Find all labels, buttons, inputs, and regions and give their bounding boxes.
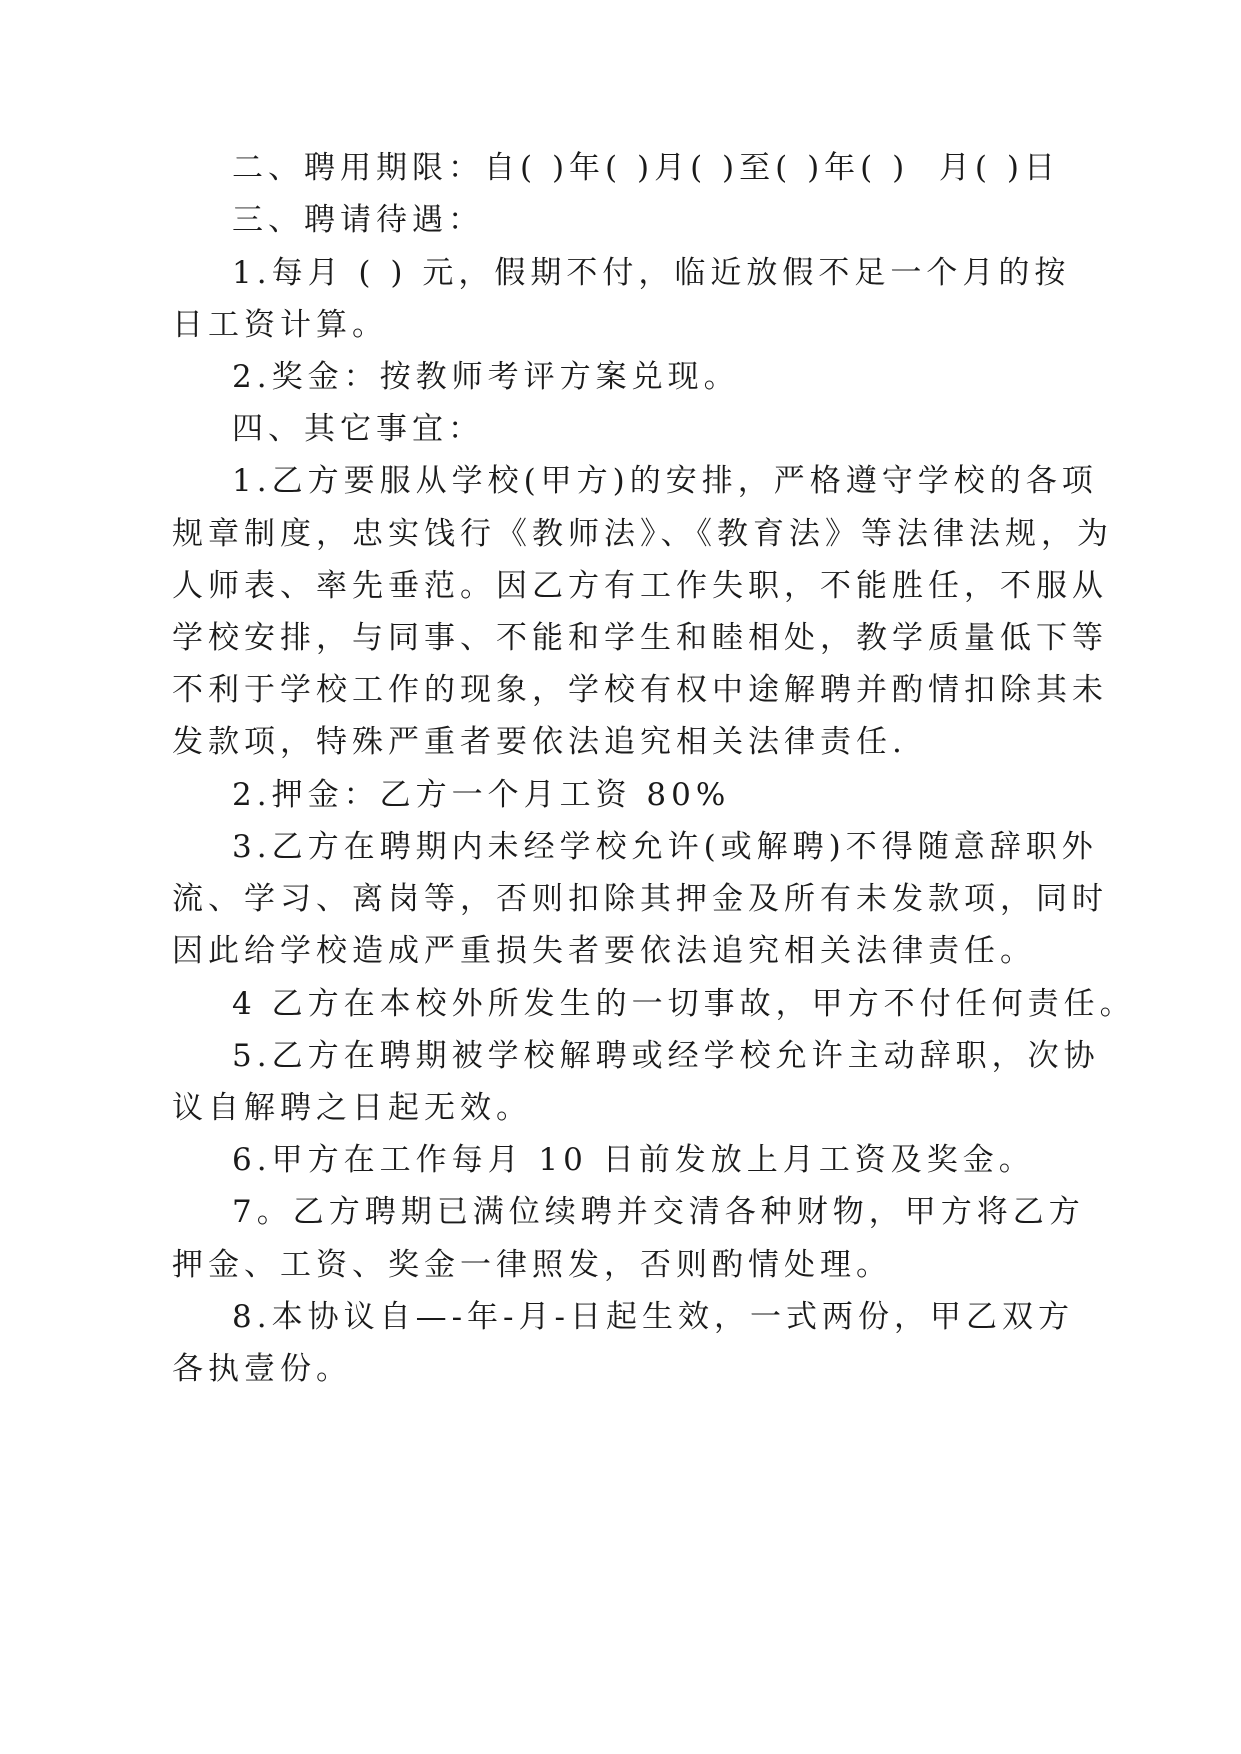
paragraph-line: 学校安排，与同事、不能和学生和睦相处，教学质量低下等 [172, 620, 1108, 656]
paragraph-line: 流、学习、离岗等，否则扣除其押金及所有未发款项，同时 [172, 881, 1108, 917]
paragraph-line: 发款项，特殊严重者要依法追究相关法律责任. [172, 724, 907, 760]
paragraph-line: 8.本协议自—-年-月-日起生效，一式两份，甲乙双方 [232, 1299, 1074, 1335]
paragraph-line: 议自解聘之日起无效。 [172, 1090, 532, 1126]
paragraph-line: 1.每月 ( ) 元，假期不付，临近放假不足一个月的按 [232, 255, 1071, 291]
paragraph-line: 5.乙方在聘期被学校解聘或经学校允许主动辞职，次协 [232, 1038, 1100, 1074]
paragraph-line: 6.甲方在工作每月 10 日前发放上月工资及奖金。 [232, 1142, 1035, 1178]
paragraph-line: 人师表、率先垂范。因乙方有工作失职，不能胜任，不服从 [172, 568, 1108, 604]
paragraph-line: 押金、工资、奖金一律照发，否则酌情处理。 [172, 1247, 892, 1283]
paragraph-line: 规章制度，忠实饯行《教师法》、《教育法》等法律法规，为 [172, 516, 1113, 552]
paragraph-line: 4 乙方在本校外所发生的一切事故，甲方不付任何责任。 [232, 986, 1136, 1022]
paragraph-line: 因此给学校造成严重损失者要依法追究相关法律责任。 [172, 933, 1036, 969]
paragraph-line: 7。乙方聘期已满位续聘并交清各种财物，甲方将乙方 [232, 1194, 1085, 1230]
section-heading-other: 四、其它事宜： [232, 411, 484, 447]
paragraph-line: 3.乙方在聘期内未经学校允许(或解聘)不得随意辞职外 [232, 829, 1098, 865]
paragraph-line: 各执壹份。 [172, 1351, 352, 1387]
paragraph-line: 2.押金：乙方一个月工资 80% [232, 777, 731, 813]
term-period-line: 二、聘用期限：自( )年( )月( )至( )年( ) 月( )日 [232, 150, 1060, 186]
paragraph-line: 1.乙方要服从学校(甲方)的安排，严格遵守学校的各项 [232, 463, 1098, 499]
section-heading-treatment: 三、聘请待遇： [232, 202, 484, 238]
paragraph-line: 2.奖金：按教师考评方案兑现。 [232, 359, 740, 395]
paragraph-line: 日工资计算。 [172, 307, 388, 343]
paragraph-line: 不利于学校工作的现象，学校有权中途解聘并酌情扣除其未 [172, 672, 1108, 708]
